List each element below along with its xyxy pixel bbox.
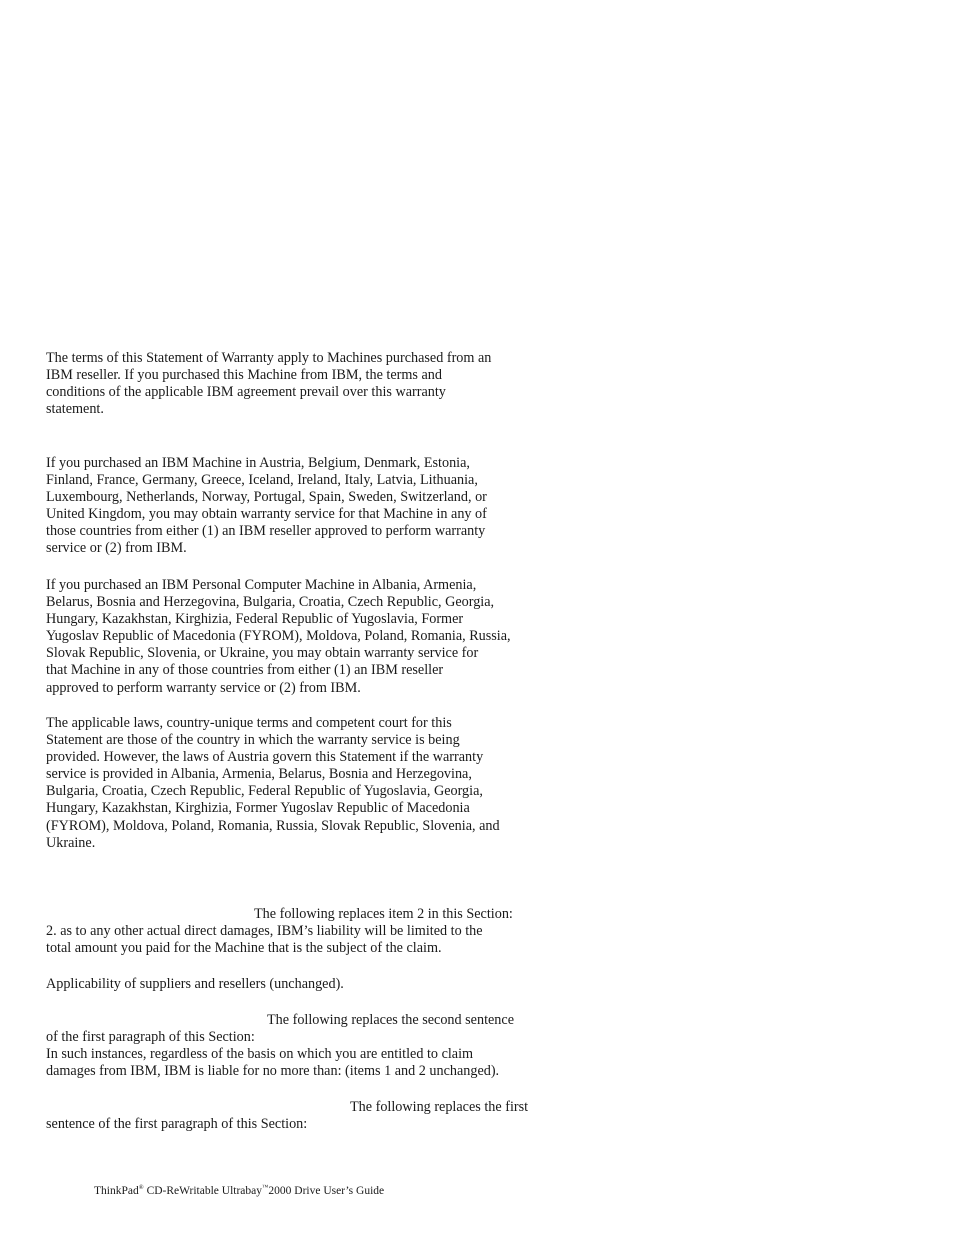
paragraph-suppliers-resellers (46, 976, 556, 993)
paragraph-eu-service (46, 455, 556, 558)
text-line: Finland, France, Germany, Greece, Iceland, Ireland, Italy, Latvia, Lithuania, (46, 472, 478, 489)
text-line: (FYROM), Moldova, Poland, Romania, Russia, Slovak Republic, Slovenia, and (46, 817, 500, 834)
paragraph-eastern-europe-service (46, 577, 556, 697)
page-footer (94, 1184, 384, 1198)
text-line: Statement are those of the country in which the warranty service is being (46, 732, 460, 749)
text-line: of the first paragraph of this Section: (46, 1029, 255, 1046)
text-line: statement. (46, 401, 104, 418)
text-line: approved to perform warranty service or (2) from IBM. (46, 679, 361, 696)
text-line: conditions of the applicable IBM agreement prevail over this warranty (46, 384, 446, 401)
text-line: IBM reseller. If you purchased this Machine from IBM, the terms and (46, 367, 442, 384)
text-line: Belarus, Bosnia and Herzegovina, Bulgaria, Croatia, Czech Republic, Georgia, (46, 594, 495, 611)
paragraph-terms-scope (46, 350, 556, 418)
text-line: The applicable laws, country-unique terms and competent court for this (46, 715, 452, 731)
text-line: Yugoslav Republic of Macedonia (FYROM), Moldova, Poland, Romania, Russia, (46, 628, 511, 645)
text-line: total amount you paid for the Machine that is the subject of the claim. (46, 940, 442, 957)
text-line: Bulgaria, Croatia, Czech Republic, Federal Republic of Yugoslavia, Georgia, (46, 783, 483, 800)
footer-title-rest: 2000 Drive User’s Guide (268, 1185, 385, 1197)
text-line: If you purchased an IBM Machine in Austria, Belgium, Denmark, Estonia, (46, 455, 470, 471)
text-line: The following replaces item 2 in this Section: (254, 906, 513, 922)
text-line: The terms of this Statement of Warranty apply to Machines purchased from an (46, 350, 492, 366)
text-line: In such instances, regardless of the basis on which you are entitled to claim (46, 1046, 474, 1063)
paragraph-second-sentence-replacement (46, 1012, 556, 1080)
text-line: The following replaces the first (350, 1099, 529, 1115)
text-line: Hungary, Kazakhstan, Kirghizia, Former Yugoslav Republic of Macedonia (46, 800, 470, 817)
text-line: those countries from either (1) an IBM reseller approved to perform warranty (46, 523, 486, 540)
footer-product: CD-ReWritable Ultrabay (143, 1185, 263, 1197)
text-line: 2. as to any other actual direct damages, IBM’s liability will be limited to the (46, 923, 483, 940)
text-line: United Kingdom, you may obtain warranty service for that Machine in any of (46, 506, 487, 523)
text-line: Ukraine. (46, 834, 96, 851)
paragraph-item-2-replacement (46, 906, 556, 957)
text-line: Hungary, Kazakhstan, Kirghizia, Federal Republic of Yugoslavia, Former (46, 611, 464, 628)
text-line: Applicability of suppliers and resellers (unchanged). (46, 976, 344, 992)
text-line: service or (2) from IBM. (46, 540, 187, 557)
paragraph-applicable-laws (46, 715, 556, 852)
text-line: If you purchased an IBM Personal Computer Machine in Albania, Armenia, (46, 577, 477, 593)
footer-brand: ThinkPad (94, 1185, 139, 1197)
text-line: The following replaces the second sentence (267, 1012, 514, 1028)
text-line: provided. However, the laws of Austria govern this Statement if the warranty (46, 749, 484, 766)
text-line: sentence of the first paragraph of this Section: (46, 1116, 308, 1133)
paragraph-first-sentence-replacement (46, 1099, 556, 1133)
text-line: that Machine in any of those countries from either (1) an IBM reseller (46, 662, 444, 679)
text-line: Slovak Republic, Slovenia, or Ukraine, you may obtain warranty service for (46, 645, 479, 662)
text-line: Luxembourg, Netherlands, Norway, Portugal, Spain, Sweden, Switzerland, or (46, 489, 487, 506)
registered-mark: ® (138, 1184, 144, 1192)
text-line: damages from IBM, IBM is liable for no more than: (items 1 and 2 unchanged). (46, 1063, 500, 1080)
text-line: service is provided in Albania, Armenia, Belarus, Bosnia and Herzegovina, (46, 766, 472, 783)
trademark-mark: ™ (262, 1184, 269, 1192)
